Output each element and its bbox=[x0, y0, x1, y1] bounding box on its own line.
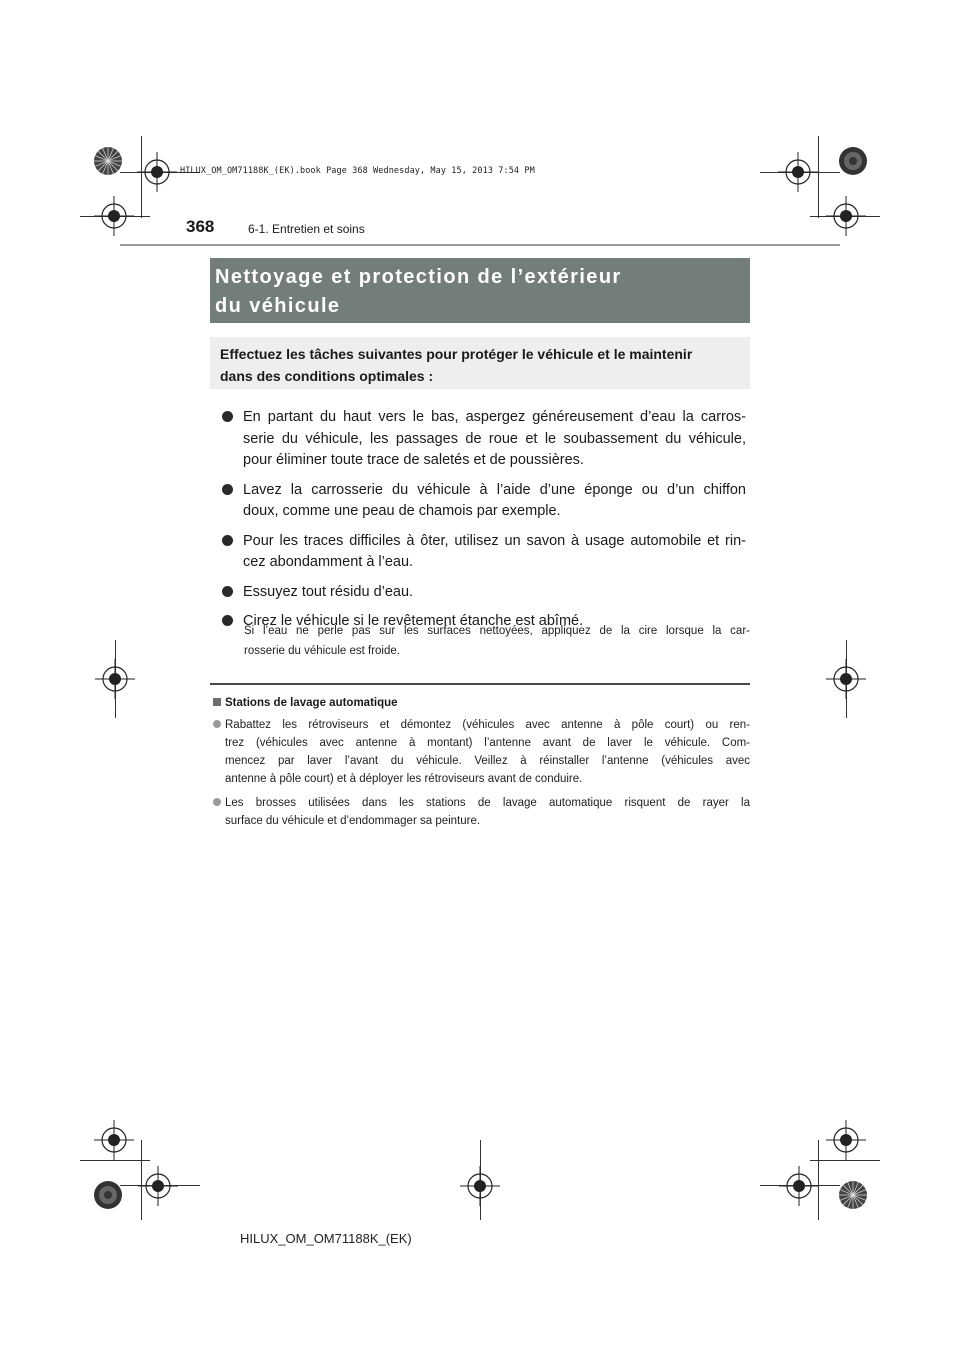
list-item-line: serie du véhicule, les passages de roue et le soubassement du véhicule, bbox=[243, 430, 746, 447]
subsection-heading bbox=[213, 697, 398, 709]
list-item bbox=[213, 716, 750, 788]
print-stamp: HILUX_OM_OM71188K_(EK).book Page 368 Wednesday, May 15, 2013 7:54 PM bbox=[180, 166, 535, 176]
list-item-line: trez (véhicules avec antenne à montant) l’antenne avant de laver le véhicule. Com- bbox=[225, 737, 750, 749]
list-item-line: Lavez la carrosserie du véhicule à l’aide d’une éponge ou d’un chiffon bbox=[243, 481, 746, 498]
instruction-list bbox=[218, 407, 746, 641]
starburst-mark-icon bbox=[93, 146, 123, 176]
note-line: Si l’eau ne perle pas sur les surfaces nettoyées, appliquez de la cire lorsque la car- bbox=[244, 625, 750, 637]
bullet-icon bbox=[213, 798, 221, 806]
bullet-icon bbox=[222, 615, 233, 626]
footer-manual-code: HILUX_OM_OM71188K_(EK) bbox=[240, 1231, 412, 1246]
page-number: 368 bbox=[186, 217, 215, 236]
starburst-mark-icon bbox=[93, 1180, 123, 1210]
list-item bbox=[213, 794, 750, 830]
list-item-line: Essuyez tout résidu d’eau. bbox=[243, 583, 414, 600]
note-line: rosserie du véhicule est froide. bbox=[244, 644, 400, 657]
list-item bbox=[218, 582, 746, 604]
registration-crosshair-icon bbox=[95, 659, 135, 699]
registration-crosshair-icon bbox=[826, 1120, 866, 1160]
bullet-icon bbox=[222, 411, 233, 422]
list-item-line: mencez par laver l’avant du véhicule. Veillez à réinstaller l’antenne (véhicules avec bbox=[225, 755, 750, 767]
registration-crosshair-icon bbox=[460, 1166, 500, 1206]
page-title-line: du véhicule bbox=[215, 295, 341, 317]
list-item-line: surface du véhicule et d’endommager sa peinture. bbox=[225, 815, 481, 827]
page-title-banner bbox=[210, 258, 750, 323]
list-item-line: pour éliminer toute trace de saletés et de poussières. bbox=[243, 452, 584, 468]
list-item-line: doux, comme une peau de chamois par exemple. bbox=[243, 503, 561, 519]
list-item bbox=[218, 407, 746, 472]
registration-crosshair-icon bbox=[778, 152, 818, 192]
list-item-line: Rabattez les rétroviseurs et démontez (véhicules avec antenne à pôle court) ou ren- bbox=[225, 719, 750, 731]
header-rule bbox=[120, 244, 840, 246]
section-title: 6-1. Entretien et soins bbox=[248, 222, 365, 236]
subsection-list bbox=[213, 716, 750, 836]
intro-line: dans des conditions optimales : bbox=[220, 368, 434, 384]
wax-note bbox=[244, 622, 750, 661]
intro-box bbox=[210, 337, 750, 389]
square-bullet-icon bbox=[213, 698, 221, 706]
intro-line: Effectuez les tâches suivantes pour protéger le véhicule et le maintenir bbox=[220, 346, 693, 362]
list-item-line: Les brosses utilisées dans les stations de lavage automatique risquent de rayer la bbox=[225, 797, 750, 809]
starburst-mark-icon bbox=[838, 1180, 868, 1210]
page-title-line: Nettoyage et protection de l’extérieur bbox=[215, 266, 622, 288]
trim-line bbox=[80, 1160, 150, 1161]
registration-crosshair-icon bbox=[94, 1120, 134, 1160]
bullet-icon bbox=[222, 535, 233, 546]
bullet-icon bbox=[222, 586, 233, 597]
list-item-line: Cirez le véhicule si le revêtement étanche est abîmé. bbox=[243, 613, 584, 629]
registration-crosshair-icon bbox=[94, 196, 134, 236]
subsection-heading-text: Stations de lavage automatique bbox=[225, 697, 398, 709]
list-item bbox=[218, 531, 746, 574]
starburst-mark-icon bbox=[838, 146, 868, 176]
list-item-line: antenne à pôle court) et à déployer les rétroviseurs avant de conduire. bbox=[225, 773, 583, 785]
bullet-icon bbox=[222, 484, 233, 495]
trim-line bbox=[810, 1160, 880, 1161]
registration-crosshair-icon bbox=[826, 196, 866, 236]
list-item bbox=[218, 480, 746, 523]
registration-crosshair-icon bbox=[137, 152, 177, 192]
trim-line bbox=[818, 136, 819, 218]
registration-crosshair-icon bbox=[779, 1166, 819, 1206]
bullet-icon bbox=[213, 720, 221, 728]
list-item-line: cez abondamment à l’eau. bbox=[243, 554, 414, 570]
section-divider bbox=[210, 683, 750, 685]
list-item-line: En partant du haut vers le bas, aspergez généreusement d’eau la carros- bbox=[243, 409, 746, 425]
registration-crosshair-icon bbox=[138, 1166, 178, 1206]
registration-crosshair-icon bbox=[826, 659, 866, 699]
list-item-line: Pour les traces difficiles à ôter, utilisez un savon à usage automobile et rin- bbox=[243, 532, 746, 549]
